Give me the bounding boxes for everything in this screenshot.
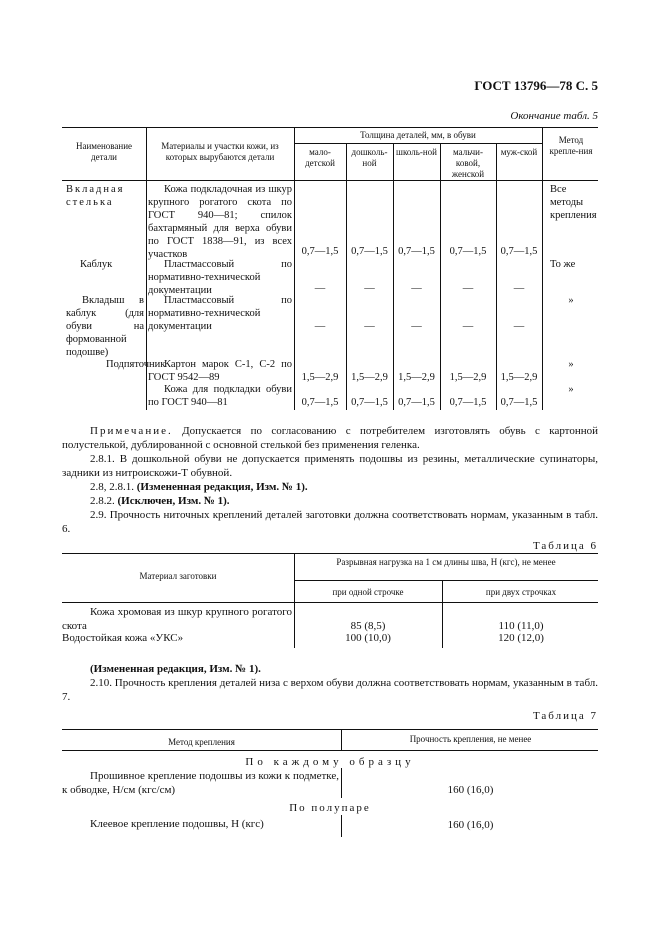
col-sub-4: мальчи-ковой, женской [451,147,485,179]
edit-note: (Измененная редакция, Изм. № 1). [136,481,308,493]
table-7-label: Таблица 7 [532,710,598,722]
col-header-method: Метод крепле-ния [549,135,593,156]
table-6-row-1-one: 85 (8,5) [350,620,386,632]
paragraph-2-10: 2.10. Прочность крепления деталей низа с верхом обуви должна соответствовать нормам, указанным в табл. 7. [62,677,598,703]
col-sub-1: мало-детской [305,147,335,168]
table-6-row-2-two: 120 (12,0) [498,632,544,644]
col-header-material: Материал заготовки [139,571,217,581]
col-header-load: Разрывная нагрузка на 1 см длины шва, Н (кгс), не менее [336,557,556,567]
col-header-method: Метод крепления [168,737,235,747]
paragraph-2-8-1: 2.8.1. В дошкольной обуви не допускается применять подошвы из резины, металлические супинаторы, задники из нитроискожи-Т обувной. [62,453,598,479]
row-1-v4: 0,7—1,5 [449,246,487,257]
row-2-method: То же [550,259,576,270]
col-sub-2: дошколь-ной [351,147,388,168]
row-1-v5: 0,7—1,5 [500,246,538,257]
row-3-v5: — [513,321,525,332]
row-3-material: Пластмассовый по нормативно-технической документации [148,295,292,332]
table-6-label: Таблица 6 [532,540,598,552]
row-3-v3: — [411,321,422,332]
paragraph-2-8-edit [90,480,598,494]
row-2-material: Пластмассовый по нормативно-технической документации [148,259,292,296]
row-4-name: Подпяточник [106,359,166,370]
para-number: 2.8.2. [90,495,115,507]
col-header-thickness: Толщина деталей, мм, в обуви [360,130,476,140]
row-4-method: » [568,359,574,370]
row-4-v4: 1,5—2,9 [449,372,487,383]
row-1-v2: 0,7—1,5 [351,246,388,257]
table-6-row-2-material: Водостойкая кожа «УКС» [62,632,184,644]
col-sub-3: школь-ной [396,147,437,157]
table-7-row-2-text: Клеевое крепление подошвы, Н (кгс) [90,818,264,830]
section-per-half-pair: По полупаре [289,802,371,814]
section-per-sample: По каждому образцу [245,756,415,768]
row-2-name: Каблук [80,259,113,270]
table-7-row-2-value: 160 (16,0) [447,819,494,831]
row-5-v3: 0,7—1,5 [398,397,435,408]
row-4-v2: 1,5—2,9 [351,372,388,383]
row-2-v3: — [411,283,422,294]
table-7-row-1-text: Прошивное крепление подошвы из кожи к подметке, к обводке, Н/см (кгс/см) [62,770,339,796]
row-2-v1: — [314,283,326,294]
table-6-row-1-material: Кожа хромовая из шкур крупного рогатого скота [62,606,292,632]
note-label: Примечание. [90,425,173,437]
row-5-v1: 0,7—1,5 [301,397,339,408]
table-7-row-1-value: 160 (16,0) [447,784,494,796]
page-header-title: ГОСТ 13796—78 С. 5 [474,78,598,93]
col-header-one-stitch: при одной строчке [332,587,404,597]
col-header-name: Наименование детали [75,141,133,162]
row-5-v4: 0,7—1,5 [449,397,487,408]
row-4-material: Картон марок С-1, С-2 по ГОСТ 9542—89 [148,359,292,383]
row-2-v4: — [462,283,474,294]
row-1-material: Кожа подкладочная из шкур крупного рогатого скота по ГОСТ 940—81; спилок бахтармяный для верха обуви по ГОСТ 1838—91, из всех участков [148,184,292,260]
row-1-v3: 0,7—1,5 [398,246,435,257]
col-sub-5: муж-ской [500,147,538,157]
row-3-method: » [568,295,574,306]
row-3-name: Вкладыш в каблук (для обуви на формованной подошве) [66,295,144,358]
edit-note-1: (Измененная редакция, Изм. № 1). [90,663,261,675]
paragraph-2-8-2 [90,494,598,508]
row-1-name: Вкладная стелька [66,184,125,208]
edit-note: (Исключен, Изм. № 1). [117,495,230,507]
col-header-strength: Прочность крепления, не менее [409,734,532,744]
row-3-v4: — [462,321,474,332]
row-4-v1: 1,5—2,9 [301,372,339,383]
table-note [62,424,598,452]
row-1-v1: 0,7—1,5 [301,246,339,257]
col-header-two-stitches: при двух строчках [485,587,557,597]
paragraph-2-9: 2.9. Прочность ниточных креплений деталей заготовки должна соответствовать нормам, указанным в табл. 6. [62,509,598,535]
note-text: Допускается по согласованию с потребителем изготовлять обувь с картонной полустелькой, дублированной с основной стелькой без применения геленка. [62,425,599,451]
row-5-v5: 0,7—1,5 [500,397,538,408]
row-2-v5: — [513,283,525,294]
col-header-material: Материалы и участки кожи, из которых вырубаются детали [161,141,279,162]
row-5-material: Кожа для подкладки обуви по ГОСТ 940—81 [148,384,292,408]
row-5-v2: 0,7—1,5 [351,397,388,408]
table-6-row-2-one: 100 (10,0) [345,632,391,644]
row-4-v3: 1,5—2,9 [398,372,435,383]
row-3-v1: — [314,321,326,332]
table-continuation-label: Окончание табл. 5 [510,110,598,122]
para-number: 2.8, 2.8.1. [90,481,134,493]
row-1-method: Все методы крепления [550,184,597,221]
row-2-v2: — [364,283,375,294]
row-5-method: » [568,384,574,395]
row-4-v5: 1,5—2,9 [500,372,538,383]
row-3-v2: — [364,321,375,332]
table-6-row-1-two: 110 (11,0) [498,620,544,632]
